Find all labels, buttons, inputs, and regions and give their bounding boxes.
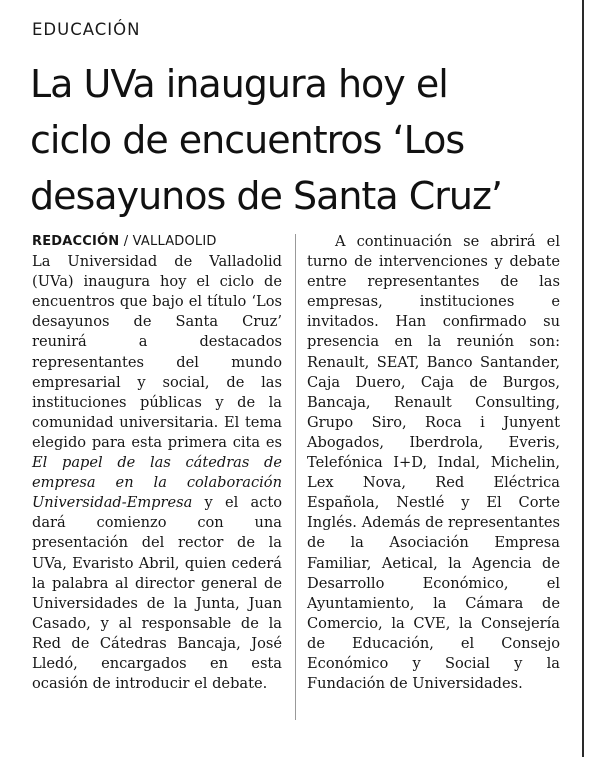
paragraph-left-text-2: y el acto dará comienzo con una presentación del rector de la UVa, Evaristo Abril, quien cederá la palabra al director general de Universidades de la Junta, Juan Casado, y al responsable de la Red de Cátedras Bancaja, José Lledó, encargados en esta ocasión de introducir el debate. [32,494,282,693]
column-divider [295,234,296,720]
byline-separator: / [119,234,133,249]
page-edge-line [582,0,584,757]
article-column-left [32,232,282,694]
section-label: EDUCACIÓN [32,20,141,39]
talk-title-italic: El papel de las cátedras de empresa en la colaboración Universidad-Empresa [32,454,282,512]
byline-place: VALLADOLID [132,234,217,249]
headline-line-3: desayunos de Santa Cruz’ [30,174,502,218]
paragraph-left-text-1: La Universidad de Valladolid (UVa) inaugura hoy el ciclo de encuentros que bajo el título ‘Los desayunos de Santa Cruz’ reunirá a destacados representantes del mundo empresarial y social, de las instituciones públicas y de la comunidad universitaria. El tema elegido para esta primera cita es [32,253,282,451]
headline-line-2: ciclo de encuentros ‘Los [30,118,465,162]
headline-line-1: La UVa inaugura hoy el [30,62,448,106]
paragraph-left [32,252,282,694]
article-column-right [307,232,560,694]
byline-author: REDACCIÓN [32,234,120,249]
byline [32,232,282,252]
paragraph-right: A continuación se abrirá el turno de intervenciones y debate entre representantes de las empresas, instituciones e invitados. Han confirmado su presencia en la reunión son: Renault, SEAT, Banco Santander, Caja Duero, Caja de Burgos, Bancaja, Renault Consulting, Grupo Siro, Roca i Junyent Abogados, Iberdrola, Everis, Telefónica I+D, Indal, Michelin, Lex Nova, Red Eléctrica Española, Nestlé y El Corte Inglés. Además de representantes de la Asociación Empresa Familiar, Aetical, la Agencia de Desarrollo Económico, el Ayuntamiento, la Cámara de Comercio, la CVE, la Consejería de Educación, el Consejo Económico y Social y la Fundación de Universidades. [307,233,560,693]
headline [30,56,590,224]
